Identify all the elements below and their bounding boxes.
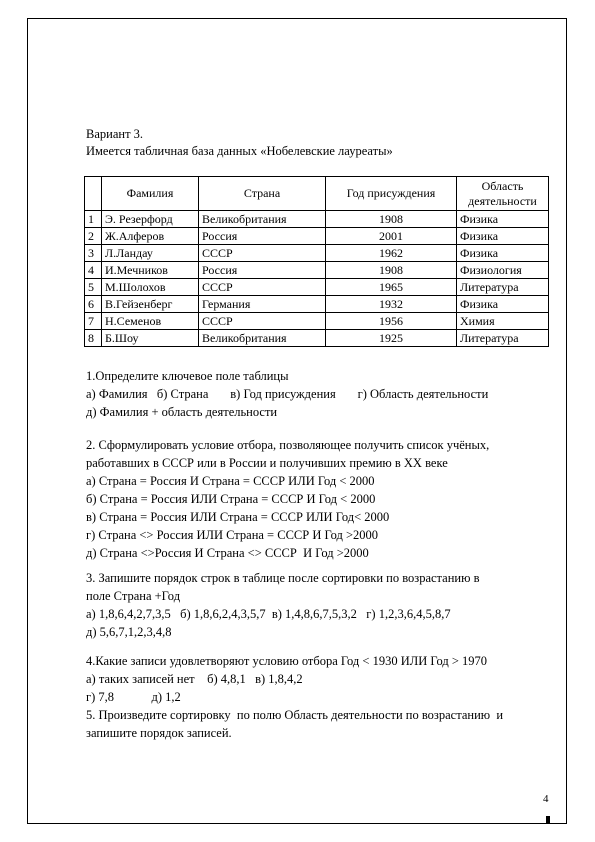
cell-num: 7 — [85, 313, 102, 330]
cell-field: Физика — [457, 296, 549, 313]
question-5-title: 5. Произведите сортировку по полю Область деятельности по возрастанию и — [86, 708, 504, 722]
cell-surname: Ж.Алферов — [102, 228, 199, 245]
column-header-field: Область деятельности — [457, 177, 549, 211]
table-row — [85, 330, 549, 347]
question-3-title: 3. Запишите порядок строк в таблице после сортировки по возрастанию в — [86, 571, 480, 585]
laureates-table — [84, 176, 549, 347]
question-3-title-cont: поле Страна +Год — [86, 589, 181, 603]
cell-field: Химия — [457, 313, 549, 330]
cell-field: Литература — [457, 330, 549, 347]
cell-surname: В.Гейзенберг — [102, 296, 199, 313]
question-2-option-d: г) Страна <> Россия ИЛИ Страна = СССР И Год >2000 — [86, 528, 379, 542]
question-4-options: а) таких записей нет б) 4,8,1 в) 1,8,4,2 — [86, 672, 303, 686]
cell-field: Физиология — [457, 262, 549, 279]
cell-surname: И.Мечников — [102, 262, 199, 279]
page-number: 4 — [543, 793, 549, 805]
cell-year: 1925 — [326, 330, 457, 347]
variant-title: Вариант 3. — [86, 127, 144, 141]
column-header-surname: Фамилия — [102, 177, 199, 211]
column-header-country: Страна — [199, 177, 326, 211]
cell-year: 1965 — [326, 279, 457, 296]
question-2-option-b: б) Страна = Россия ИЛИ Страна = СССР И Год < 2000 — [86, 492, 376, 506]
question-5-title-cont: запишите порядок записей. — [86, 726, 232, 740]
table-row — [85, 262, 549, 279]
header-block — [86, 126, 393, 160]
cell-num: 6 — [85, 296, 102, 313]
cell-country: СССР — [199, 279, 326, 296]
cell-year: 1932 — [326, 296, 457, 313]
question-1-options-extra: д) Фамилия + область деятельности — [86, 405, 278, 419]
cell-year: 1962 — [326, 245, 457, 262]
table-row — [85, 228, 549, 245]
cell-country: Великобритания — [199, 330, 326, 347]
cell-num: 8 — [85, 330, 102, 347]
question-2-option-a: а) Страна = Россия И Страна = СССР ИЛИ Год < 2000 — [86, 474, 375, 488]
cell-year: 1908 — [326, 211, 457, 228]
cell-surname: Л.Ландау — [102, 245, 199, 262]
cell-country: СССР — [199, 313, 326, 330]
cell-country: СССР — [199, 245, 326, 262]
cell-field: Литература — [457, 279, 549, 296]
cell-surname: Б.Шоу — [102, 330, 199, 347]
table-header-row — [85, 177, 549, 211]
cell-surname: М.Шолохов — [102, 279, 199, 296]
cell-num: 5 — [85, 279, 102, 296]
column-header-year: Год присуждения — [326, 177, 457, 211]
question-3-options-extra: д) 5,6,7,1,2,3,4,8 — [86, 625, 172, 639]
table-row — [85, 313, 549, 330]
cell-country: Россия — [199, 228, 326, 245]
question-3 — [86, 569, 479, 641]
question-4-options-extra: г) 7,8 д) 1,2 — [86, 690, 181, 704]
cell-surname: Э. Резерфорд — [102, 211, 199, 228]
cell-num: 2 — [85, 228, 102, 245]
cell-year: 1908 — [326, 262, 457, 279]
question-3-options: а) 1,8,6,4,2,7,3,5 б) 1,8,6,2,4,3,5,7 в) 1,4,8,6,7,5,3,2 г) 1,2,3,6,4,5,8,7 — [86, 607, 451, 621]
cell-surname: Н.Семенов — [102, 313, 199, 330]
table-row — [85, 279, 549, 296]
cell-num: 3 — [85, 245, 102, 262]
cell-num: 4 — [85, 262, 102, 279]
table-row — [85, 245, 549, 262]
question-2 — [86, 436, 489, 562]
question-1 — [86, 367, 488, 421]
question-1-title: 1.Определите ключевое поле таблицы — [86, 369, 289, 383]
cell-field: Физика — [457, 211, 549, 228]
cell-num: 1 — [85, 211, 102, 228]
question-4-5 — [86, 652, 503, 742]
question-2-option-e: д) Страна <>Россия И Страна <> СССР И Год >2000 — [86, 546, 369, 560]
cell-field: Физика — [457, 228, 549, 245]
cell-field: Физика — [457, 245, 549, 262]
cell-country: Россия — [199, 262, 326, 279]
cell-country: Германия — [199, 296, 326, 313]
table-row — [85, 211, 549, 228]
cell-country: Великобритания — [199, 211, 326, 228]
intro-text: Имеется табличная база данных «Нобелевские лауреаты» — [86, 144, 393, 158]
corner-mark — [546, 816, 550, 824]
table-row — [85, 296, 549, 313]
question-2-option-c: в) Страна = Россия ИЛИ Страна = СССР ИЛИ Год< 2000 — [86, 510, 390, 524]
question-2-title-cont: работавших в СССР или в России и получивших премию в XX веке — [86, 456, 448, 470]
cell-year: 2001 — [326, 228, 457, 245]
question-4-title: 4.Какие записи удовлетворяют условию отбора Год < 1930 ИЛИ Год > 1970 — [86, 654, 488, 668]
question-2-title: 2. Сформулировать условие отбора, позволяющее получить список учёных, — [86, 438, 490, 452]
question-1-options: а) Фамилия б) Страна в) Год присуждения г) Область деятельности — [86, 387, 489, 401]
cell-year: 1956 — [326, 313, 457, 330]
column-header-num — [85, 177, 102, 211]
